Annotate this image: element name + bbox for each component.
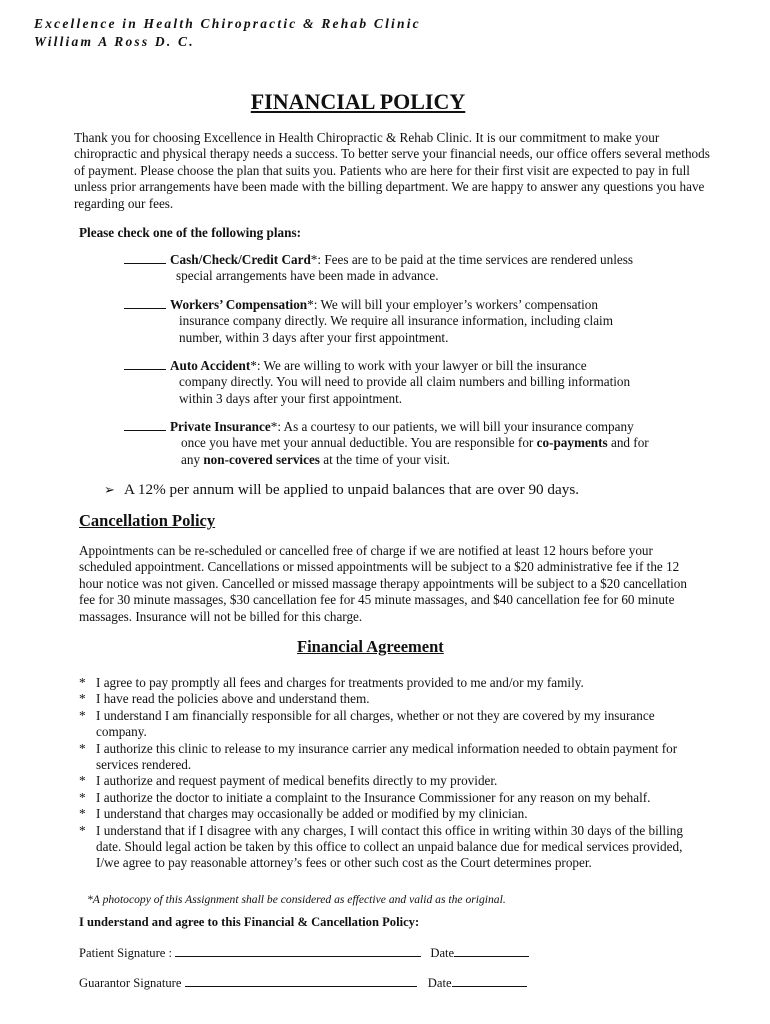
- date-label: Date: [427, 976, 452, 990]
- plan-option-workers-comp[interactable]: [124, 297, 684, 346]
- plan-text: and for: [607, 435, 649, 451]
- agreement-list: [79, 675, 699, 872]
- agreement-item: [79, 675, 699, 691]
- plan-text-bold: co-payments: [536, 435, 608, 451]
- doctor-name: William A Ross D. C.: [34, 34, 195, 49]
- plan-description-cont: insurance company directly. We require all insurance information, including claim: [179, 313, 613, 329]
- asterisk-bullet-icon: *: [79, 806, 86, 822]
- asterisk-bullet-icon: *: [79, 822, 86, 838]
- asterisk-bullet-icon: *: [79, 691, 86, 707]
- agreement-item: [79, 708, 699, 741]
- agreement-statement: I understand and agree to this Financial & Cancellation Policy:: [79, 915, 420, 929]
- agreement-item: [79, 773, 699, 789]
- plan-text-bold: non-covered services: [203, 451, 320, 467]
- patient-signature-field[interactable]: [175, 946, 421, 957]
- agreement-item: [79, 806, 699, 822]
- asterisk-bullet-icon: *: [79, 789, 86, 805]
- plan-name: Auto Accident: [170, 358, 251, 373]
- plan-text: at the time of your visit.: [319, 451, 450, 467]
- agreement-item-text: I authorize and request payment of medical benefits directly to my provider.: [96, 773, 498, 789]
- plan-description: *: We will bill your employer’s workers’ compensation: [307, 297, 598, 312]
- plan-description-cont: [124, 435, 684, 451]
- asterisk-bullet-icon: *: [79, 773, 86, 789]
- agreement-item: [79, 790, 699, 806]
- plan-text: any: [181, 451, 204, 467]
- plan-option-auto-accident[interactable]: [124, 358, 684, 407]
- plan-checkbox-blank[interactable]: [124, 252, 166, 264]
- plans-heading: Please check one of the following plans:: [79, 225, 301, 240]
- agreement-item-text: I understand I am financially responsible for all charges, whether or not they are covered by my insurance company.: [96, 707, 655, 740]
- agreement-item-text: I agree to pay promptly all fees and charges for treatments provided to me and/or my family.: [96, 675, 584, 690]
- asterisk-bullet-icon: *: [79, 707, 86, 723]
- agreement-item: [79, 741, 699, 774]
- interest-note-text: A 12% per annum will be applied to unpaid balances that are over 90 days.: [124, 481, 580, 498]
- plan-description-cont: number, within 3 days after your first appointment.: [179, 329, 449, 345]
- asterisk-bullet-icon: *: [79, 675, 86, 690]
- guarantor-signature-label: Guarantor Signature: [79, 976, 182, 990]
- patient-signature-row: [79, 946, 529, 961]
- guarantor-date-field[interactable]: [452, 976, 527, 987]
- guarantor-signature-row: [79, 976, 527, 991]
- plan-name: Cash/Check/Credit Card: [170, 252, 311, 267]
- patient-date-field[interactable]: [454, 946, 529, 957]
- plan-name: Workers’ Compensation: [170, 297, 308, 312]
- plan-description: *: Fees are to be paid at the time services are rendered unless: [310, 252, 634, 267]
- patient-signature-label: Patient Signature :: [79, 946, 173, 960]
- plan-name: Private Insurance: [170, 419, 271, 434]
- agreement-item-text: I authorize the doctor to initiate a complaint to the Insurance Commissioner for any reason on my behalf.: [96, 789, 651, 805]
- plan-checkbox-blank[interactable]: [124, 358, 166, 370]
- plan-option-private-insurance[interactable]: [124, 419, 684, 468]
- plan-description-cont: within 3 days after your first appointment.: [179, 390, 403, 406]
- arrow-bullet-icon: ➢: [104, 482, 115, 497]
- intro-paragraph: Thank you for choosing Excellence in Health Chiropractic & Rehab Clinic. It is our commitment to make your chiropractic and physical therapy needs a success. To better serve your financial needs, our office offers several methods of payment. Please choose the plan that suits you. Patients who are here for their first visit are expected to pay in full unless prior arrangements have been made with the billing department. We are happy to answer any questions you have regarding our fees.: [74, 130, 710, 211]
- asterisk-bullet-icon: *: [79, 740, 86, 756]
- agreement-item-text: I understand that charges may occasionally be added or modified by my clinician.: [96, 806, 528, 822]
- plan-checkbox-blank[interactable]: [124, 297, 166, 309]
- clinic-name: Excellence in Health Chiropractic & Rehab Clinic: [34, 16, 421, 31]
- photocopy-note: *A photocopy of this Assignment shall be considered as effective and valid as the original.: [87, 893, 506, 906]
- agreement-item: [79, 691, 699, 707]
- agreement-item: [79, 823, 699, 872]
- plan-description-cont: company directly. You will need to provide all claim numbers and billing information: [179, 374, 631, 390]
- plan-description: *: As a courtesy to our patients, we will bill your insurance company: [270, 419, 634, 434]
- agreement-item-text: I understand that if I disagree with any charges, I will contact this office in writing within 30 days of the billing date. Should legal action be taken by this office to collect an unpaid balance due for medical services provided, I/we agree to pay reasonable attorney’s fees or other such cost as the Court determines proper.: [96, 822, 683, 871]
- plan-checkbox-blank[interactable]: [124, 419, 166, 431]
- agreement-heading: Financial Agreement: [297, 637, 444, 656]
- guarantor-signature-field[interactable]: [185, 976, 417, 987]
- agreement-item-text: I authorize this clinic to release to my insurance carrier any medical information needed to obtain payment for services rendered.: [96, 740, 678, 773]
- page-title: FINANCIAL POLICY: [250, 89, 466, 114]
- cancellation-paragraph: Appointments can be re-scheduled or cancelled free of charge if we are notified at least 12 hours before your scheduled appointment. Cancellations or missed appointments will be subject to a $20 administrative fee if the 12 hour notice was not given. Cancelled or missed massage therapy appointments will be subject to a $20 cancellation fee for 30 minute massages, $30 cancellation fee for 45 minute massages, and $40 cancellation fee for 60 minute massages. Insurance will not be billed for this charge.: [79, 543, 687, 624]
- agreement-item-text: I have read the policies above and understand them.: [96, 691, 370, 707]
- plan-description-cont: special arrangements have been made in advance.: [176, 268, 439, 284]
- plan-description-cont: [124, 452, 684, 468]
- date-label: Date: [430, 946, 455, 960]
- plan-description: *: We are willing to work with your lawyer or bill the insurance: [250, 358, 587, 373]
- plan-text: once you have met your annual deductible. You are responsible for: [181, 435, 537, 451]
- plan-option-cash[interactable]: [124, 252, 684, 285]
- cancellation-heading: Cancellation Policy: [79, 511, 216, 530]
- interest-note: [104, 481, 579, 499]
